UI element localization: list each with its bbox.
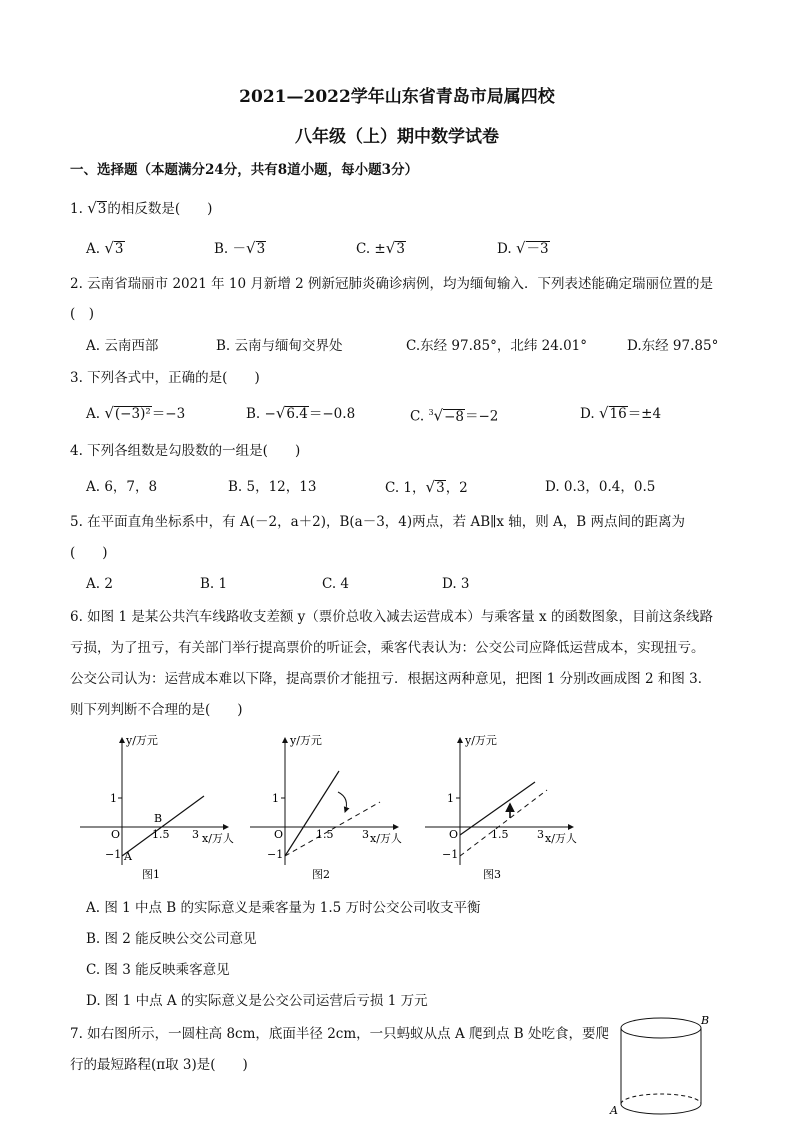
q1-option-d: D. √－3 [497, 239, 549, 257]
fig3-caption: 图3 [483, 868, 501, 881]
svg-text:1.5: 1.5 [491, 828, 509, 841]
svg-text:3: 3 [537, 828, 544, 841]
question-7-line2: 行的最短路程(π取 3)是( ) [70, 1057, 248, 1073]
svg-text:3: 3 [192, 828, 199, 841]
question-3-stem: 3. 下列各式中，正确的是( ) [70, 370, 260, 386]
svg-text:x/万人: x/万人 [545, 832, 577, 845]
exam-title-line1: 2021—2022学年山东省青岛市局属四校 [239, 87, 555, 107]
fig1-ylabel: y/万元 [126, 734, 158, 747]
q5-option-c: C. 4 [322, 576, 350, 592]
svg-text:A: A [610, 1104, 618, 1117]
question-6-line3: 公交公司认为：运营成本难以下降，提高票价才能扭亏．根据这两种意见，把图 1 分别改画成图 2 和图 3． [70, 671, 712, 687]
figure-2 [250, 734, 402, 881]
question-6-line1: 6. 如图 1 是某公共汽车线路收支差额 y（票价总收入减去运营成本）与乘客量 x 的函数图象，目前这条线路 [70, 609, 713, 625]
svg-text:3: 3 [362, 828, 369, 841]
q5-option-d: D. 3 [442, 576, 470, 592]
svg-text:y/万元: y/万元 [465, 734, 497, 747]
cylinder-figure [608, 1008, 718, 1123]
question-5-blank: ( ) [70, 545, 108, 561]
q2-option-d: D.东经 97.85° [627, 338, 719, 354]
question-4-stem: 4. 下列各组数是勾股数的一组是( ) [70, 443, 301, 459]
q2-option-a: A. 云南西部 [86, 338, 159, 354]
q5-option-a: A. 2 [86, 576, 113, 592]
question-2-stem: 2. 云南省瑞丽市 2021 年 10 月新增 2 例新冠肺炎确诊病例，均为缅甸输入．下列表述能确定瑞丽位置的是 [70, 276, 714, 292]
q4-option-c: C. 1，√3，2 [385, 478, 468, 496]
svg-text:B: B [701, 1014, 710, 1027]
q4-option-b: B. 5，12，13 [228, 479, 317, 495]
q2-option-c: C.东经 97.85°，北纬 24.01° [406, 338, 588, 354]
svg-text:O: O [274, 828, 284, 841]
q2-option-b: B. 云南与缅甸交界处 [216, 338, 343, 354]
svg-text:1.5: 1.5 [316, 828, 334, 841]
svg-text:B: B [154, 812, 163, 825]
exam-title-line2: 八年级（上）期中数学试卷 [295, 127, 499, 147]
question-1-stem: 1. √3的相反数是( ) [70, 199, 213, 217]
q6-option-b: B. 图 2 能反映公交公司意见 [86, 931, 257, 947]
svg-text:−1: −1 [442, 848, 459, 861]
fig1-xlabel: x/万人 [202, 832, 234, 845]
q4-option-d: D. 0.3，0.4，0.5 [545, 479, 656, 495]
q6-figures [80, 730, 610, 885]
svg-text:1: 1 [447, 792, 454, 805]
question-2-blank: ( ) [70, 306, 95, 322]
svg-text:−1: −1 [105, 848, 122, 861]
svg-text:1.5: 1.5 [152, 828, 170, 841]
q3-option-c: C. $^3$√−8＝−2 [410, 406, 499, 425]
figure-1 [80, 734, 234, 881]
question-6-line4: 则下列判断不合理的是( ) [70, 702, 243, 718]
q6-option-a: A. 图 1 中点 B 的实际意义是乘客量为 1.5 万时公交公司收支平衡 [86, 900, 481, 916]
q3-option-a: A. √(−3)²＝−3 [86, 404, 186, 422]
q3-option-d: D. √16＝±4 [580, 404, 662, 422]
svg-text:O: O [449, 828, 459, 841]
svg-text:A: A [124, 850, 132, 863]
svg-text:y/万元: y/万元 [290, 734, 322, 747]
q1-option-a: A. √3 [86, 239, 124, 257]
svg-text:−1: −1 [267, 848, 284, 861]
section-heading: 一、选择题（本题满分24分，共有8道小题，每小题3分） [70, 162, 419, 178]
svg-text:x/万人: x/万人 [370, 832, 402, 845]
q6-option-d: D. 图 1 中点 A 的实际意义是公交公司运营后亏损 1 万元 [86, 993, 428, 1009]
q3-option-b: B. −√6.4＝−0.8 [246, 404, 356, 422]
svg-text:1: 1 [110, 792, 117, 805]
fig1-line [122, 796, 204, 856]
svg-text:1: 1 [272, 792, 279, 805]
q1-option-c: C. ±√3 [356, 239, 405, 257]
fig1-caption: 图1 [142, 868, 160, 881]
question-7-line1: 7. 如右图所示，一圆柱高 8cm，底面半径 2cm，一只蚂蚁从点 A 爬到点 B 处吃食，要爬 [70, 1026, 609, 1042]
q1-option-b: B. －√3 [214, 239, 266, 257]
q4-option-a: A. 6，7，8 [86, 479, 158, 495]
q5-option-b: B. 1 [200, 576, 228, 592]
svg-text:O: O [111, 828, 121, 841]
figure-3 [425, 734, 577, 881]
question-5-stem: 5. 在平面直角坐标系中，有 A(－2，a＋2)，B(a－3，4)两点，若 AB∥x 轴，则 A，B 两点间的距离为 [70, 514, 686, 530]
fig2-caption: 图2 [312, 868, 330, 881]
question-6-line2: 亏损，为了扭亏，有关部门举行提高票价的听证会，乘客代表认为：公交公司应降低运营成本，实现扭亏。 [70, 640, 705, 656]
q6-option-c: C. 图 3 能反映乘客意见 [86, 962, 230, 978]
